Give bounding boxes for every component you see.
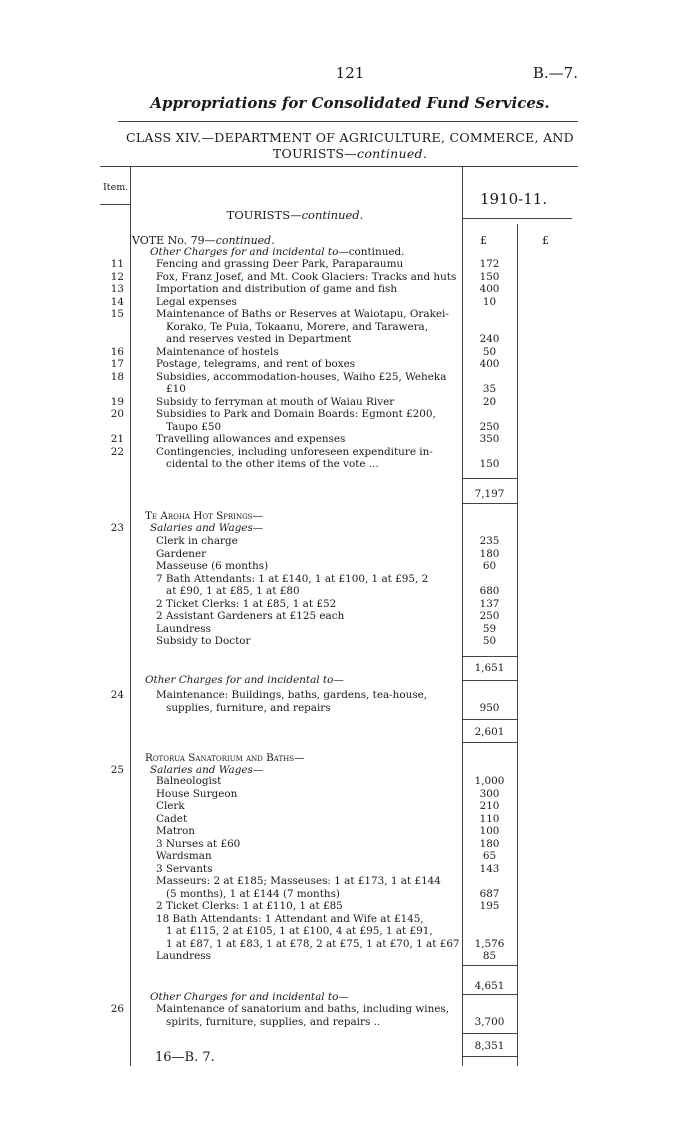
item-column-header: Item. [103,182,129,193]
page-number: 121 [335,64,365,82]
item-amount: 680 [479,585,500,597]
list-item [100,421,550,434]
list-item [100,702,550,715]
list-item [100,433,550,446]
item-number: 18 [110,370,124,383]
list-item [100,888,550,901]
list-item [100,900,550,913]
vote-other-charges-italic: Other Charges for and incidental to [150,246,339,258]
item-amount: 10 [482,295,497,308]
rotorua-salaries-label: Salaries and Wages— [150,764,264,776]
te-aroha-subtotal-rule [462,656,517,657]
class-heading-line2 [0,146,700,161]
item-amount: 50 [482,345,497,358]
item-number: 16 [110,345,124,358]
item-text: Wardsman [156,850,212,862]
item-amount: 240 [479,333,500,345]
item-text: Subsidy to Doctor [156,635,251,647]
item-text: 3 Servants [156,862,213,875]
item-text: Subsidies, accommodation-houses, Waiho £25, Weheka [156,370,447,383]
te-aroha-total-rule-top [462,719,517,720]
list-item [100,333,550,346]
item-amount: 150 [479,270,500,283]
list-item [100,346,550,359]
list-item [100,838,550,851]
item-text: Korako, Te Puia, Tokaanu, Morere, and Tarawera, [166,320,429,333]
te-aroha-total-rule [462,742,517,743]
te-aroha-mid-rule [462,680,517,681]
list-item [100,371,550,384]
item-amount: 143 [479,862,500,875]
list-item [100,863,550,876]
item-text: Clerk [156,800,185,812]
item-text: spirits, furniture, supplies, and repairs .. [166,1015,381,1028]
list-item [100,458,550,471]
item-amount: 210 [479,800,500,812]
item-text: 1 at £87, 1 at £83, 1 at £78, 2 at £75, 1 at £70, 1 at £67 [166,937,460,950]
item-number: 13 [110,283,124,295]
table-top-rule [100,166,578,167]
class-heading-line2-main: TOURISTS— [272,146,358,161]
item-number: 17 [110,358,124,370]
item-number: 22 [110,445,124,458]
item-text: at £90, 1 at £85, 1 at £80 [166,585,300,597]
item-number: 11 [110,258,124,270]
rotorua-total: 8,351 [474,1040,505,1052]
item-text: 2 Ticket Clerks: 1 at £85, 1 at £52 [156,597,337,610]
item-amount: 1,576 [474,937,505,950]
item-amount: 1,000 [474,775,505,787]
list-item [100,446,550,459]
item-text: Maintenance of sanatorium and baths, including wines, [156,1003,450,1015]
title-rule [118,121,578,122]
item-amount: 195 [479,900,500,912]
vote-subtotal-rule [462,478,517,479]
rotorua-other-charges: Other Charges for and incidental to— [150,991,349,1003]
item-text: 18 Bath Attendants: 1 Attendant and Wife at £145, [156,912,424,925]
item-text: (5 months), 1 at £144 (7 months) [166,887,340,900]
list-item [100,1003,550,1016]
year-header: 1910-11. [480,190,548,208]
section-subheading-italic: continued. [301,208,364,222]
item-amount: 300 [479,787,500,800]
item-amount: 250 [479,610,500,622]
list-item [100,258,550,271]
rotorua-subtotal-rule [462,965,517,966]
item-text: 3 Nurses at £60 [156,837,241,850]
item-text: Masseurs: 2 at £185; Masseuses: 1 at £173, 1 at £144 [156,875,441,887]
list-item [100,585,550,598]
list-item [100,689,550,702]
rotorua-subtotal: 4,651 [474,980,505,992]
item-text: Maintenance of hostels [156,345,279,358]
list-item [100,296,550,309]
class-heading-line2-italic: continued. [357,146,428,161]
item-text: Subsidies to Park and Domain Boards: Egmont £200, [156,408,436,420]
item-text: Legal expenses [156,295,237,308]
list-item [100,308,550,321]
list-item [100,813,550,826]
list-item [100,950,550,963]
rotorua-heading: Rotorua Sanatorium and Baths— [145,752,305,764]
list-item [100,825,550,838]
item-text: 2 Assistant Gardeners at £125 each [156,610,345,622]
page-title: Appropriations for Consolidated Fund Services. [150,94,550,112]
list-item [100,271,550,284]
document-code: B.—7. [532,64,578,82]
item-text: £10 [166,383,186,395]
item-amount: 50 [482,635,497,647]
item-number: 14 [110,295,124,308]
list-item [100,383,550,396]
rotorua-mid-rule [462,994,517,995]
list-item [100,358,550,371]
list-item [100,938,550,951]
item-text: Fox, Franz Josef, and Mt. Cook Glaciers: Tracks and huts [156,270,457,283]
item-header-rule [100,204,130,205]
item-amount: 180 [479,547,500,560]
item-text: Contingencies, including unforeseen expenditure in- [156,445,433,458]
list-item [100,800,550,813]
section-subheading [0,208,590,222]
vote-other-charges [150,246,405,258]
item-amount: 350 [479,433,500,445]
item-amount: 950 [479,701,500,714]
te-aroha-subtotal: 1,651 [474,662,505,674]
pound-column-2: £ [542,234,549,247]
item-text: Maintenance: Buildings, baths, gardens, tea-house, [156,689,428,701]
item-text: Travelling allowances and expenses [156,433,346,445]
list-item [100,610,550,623]
list-item [100,875,550,888]
vote-label-italic: continued. [215,234,275,247]
list-item [100,775,550,788]
item-amount: 85 [482,950,497,962]
list-item [100,788,550,801]
te-aroha-other-charges: Other Charges for and incidental to— [145,674,344,686]
pound-column-1: £ [480,234,487,247]
item-amount: 60 [482,560,497,572]
item-text: Taupo £50 [166,420,222,433]
item-number: 26 [110,1003,124,1015]
te-aroha-salaries-label: Salaries and Wages— [150,522,264,534]
rotorua-total-rule [462,1056,517,1057]
item-text: Gardener [156,547,207,560]
item-text: Postage, telegrams, and rent of boxes [156,358,356,370]
item-text: Maintenance of Baths or Reserves at Waiotapu, Orakei- [156,308,449,320]
section-subheading-main: TOURISTS— [226,208,302,222]
list-item [100,408,550,421]
item-amount: 110 [479,812,500,825]
item-number: 15 [110,308,124,320]
item-text: cidental to the other items of the vote ... [166,458,379,470]
rotorua-total-rule-top [462,1033,517,1034]
item-amount: 400 [479,283,500,295]
te-aroha-heading: Te Aroha Hot Springs— [145,510,263,522]
item-amount: 35 [482,383,497,395]
item-amount: 150 [479,458,500,470]
item-text: and reserves vested in Department [166,333,352,345]
item-amount: 137 [479,597,500,610]
item-text: Importation and distribution of game and fish [156,283,398,295]
item-number: 19 [110,395,124,408]
vote-total-rule [462,503,517,504]
item-number: 21 [110,433,124,445]
list-item [100,598,550,611]
item-text: 1 at £115, 2 at £105, 1 at £100, 4 at £95, 1 at £91, [166,925,433,937]
item-amount: 250 [479,420,500,433]
item-text: Laundress [156,622,211,635]
list-item [100,573,550,586]
list-item [100,913,550,926]
footer-signature: 16—B. 7. [155,1050,215,1065]
vote-label: VOTE No. 79— [132,234,216,247]
item-amount: 400 [479,358,500,370]
item-amount: 172 [479,258,500,270]
item-amount: 235 [479,535,500,547]
list-item [100,560,550,573]
item-amount: 687 [479,887,500,900]
list-item [100,925,550,938]
item-text: 7 Bath Attendants: 1 at £140, 1 at £100, 1 at £95, 2 [156,572,429,585]
item-text: Fencing and grassing Deer Park, Paraparaumu [156,258,404,270]
item-text: Matron [156,825,195,837]
item-number: 20 [110,408,124,420]
list-item [100,623,550,636]
item-text: Laundress [156,950,211,962]
item-text: supplies, furniture, and repairs [166,701,331,714]
item-amount: 59 [482,622,497,635]
te-aroha-total: 2,601 [474,726,505,738]
item-number: 24 [110,689,124,701]
class-heading-line1: CLASS XIV.—DEPARTMENT OF AGRICULTURE, COMMERCE, AND [126,130,574,145]
item-amount: 100 [479,825,500,837]
list-item [100,635,550,648]
item-amount: 65 [482,850,497,862]
list-item [100,396,550,409]
item-amount: 180 [479,837,500,850]
list-item [100,850,550,863]
list-item [100,535,550,548]
vote-other-charges-rest: —continued. [338,246,405,258]
list-item [100,548,550,561]
item-text: Balneologist [156,775,222,787]
item-text: Masseuse (6 months) [156,560,269,572]
item-text: House Surgeon [156,787,238,800]
list-item [100,321,550,334]
item-text: Clerk in charge [156,535,238,547]
item-amount: 20 [482,395,497,408]
vote-total: 7,197 [474,488,505,500]
item-text: Subsidy to ferryman at mouth of Waiau River [156,395,395,408]
list-item [100,283,550,296]
list-item [100,1016,550,1029]
item-amount: 3,700 [474,1015,505,1028]
item-text: 2 Ticket Clerks: 1 at £110, 1 at £85 [156,900,343,912]
item-number: 12 [110,270,124,283]
item-text: Cadet [156,812,188,825]
rotorua-item-number: 25 [110,764,124,776]
te-aroha-item-number: 23 [110,522,124,534]
